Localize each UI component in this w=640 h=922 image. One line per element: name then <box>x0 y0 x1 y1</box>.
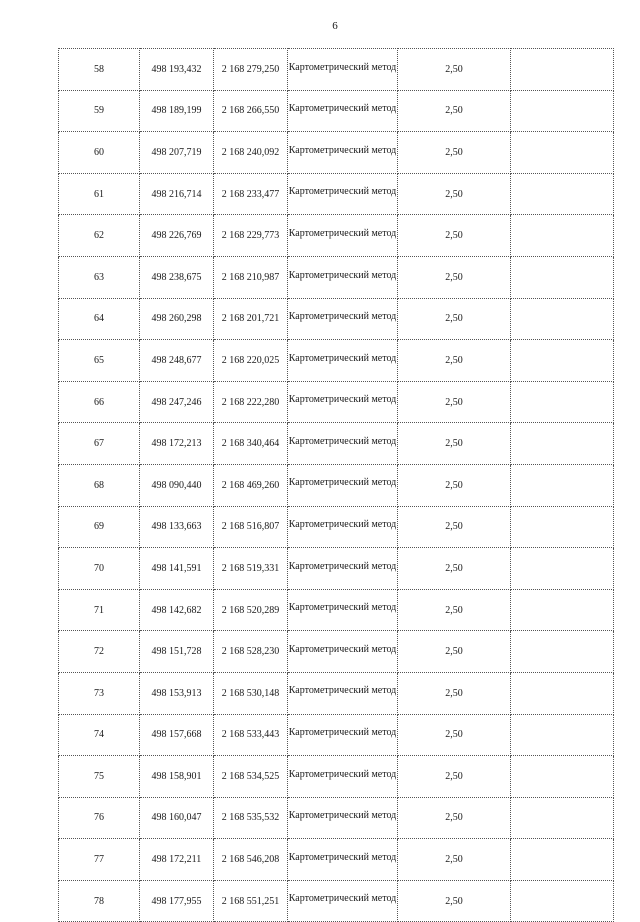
method-cell: Картометрический метод <box>288 215 398 257</box>
method-cell: Картометрический метод <box>288 756 398 798</box>
accuracy-cell: 2,50 <box>398 298 511 340</box>
point-number-cell: 63 <box>59 256 140 298</box>
accuracy-cell: 2,50 <box>398 340 511 382</box>
accuracy-cell: 2,50 <box>398 381 511 423</box>
coordinates-table-body <box>59 49 614 922</box>
y-coordinate-cell: 2 168 266,550 <box>214 90 288 132</box>
table-row <box>59 756 614 798</box>
y-coordinate-cell: 2 168 340,464 <box>214 423 288 465</box>
x-coordinate-cell: 498 141,591 <box>140 548 214 590</box>
table-row <box>59 132 614 174</box>
y-coordinate-cell: 2 168 210,987 <box>214 256 288 298</box>
point-number-cell: 67 <box>59 423 140 465</box>
method-cell: Картометрический метод <box>288 714 398 756</box>
table-row <box>59 215 614 257</box>
x-coordinate-cell: 498 160,047 <box>140 797 214 839</box>
note-cell <box>511 672 614 714</box>
x-coordinate-cell: 498 090,440 <box>140 464 214 506</box>
note-cell <box>511 256 614 298</box>
note-cell <box>511 880 614 922</box>
method-cell: Картометрический метод <box>288 173 398 215</box>
method-cell: Картометрический метод <box>288 49 398 91</box>
point-number-cell: 66 <box>59 381 140 423</box>
point-number-cell: 73 <box>59 672 140 714</box>
table-row <box>59 506 614 548</box>
method-cell: Картометрический метод <box>288 132 398 174</box>
note-cell <box>511 797 614 839</box>
note-cell <box>511 506 614 548</box>
method-cell: Картометрический метод <box>288 797 398 839</box>
y-coordinate-cell: 2 168 279,250 <box>214 49 288 91</box>
y-coordinate-cell: 2 168 229,773 <box>214 215 288 257</box>
table-row <box>59 423 614 465</box>
y-coordinate-cell: 2 168 520,289 <box>214 589 288 631</box>
accuracy-cell: 2,50 <box>398 423 511 465</box>
method-cell: Картометрический метод <box>288 589 398 631</box>
x-coordinate-cell: 498 193,432 <box>140 49 214 91</box>
accuracy-cell: 2,50 <box>398 672 511 714</box>
y-coordinate-cell: 2 168 535,532 <box>214 797 288 839</box>
y-coordinate-cell: 2 168 201,721 <box>214 298 288 340</box>
x-coordinate-cell: 498 238,675 <box>140 256 214 298</box>
note-cell <box>511 132 614 174</box>
y-coordinate-cell: 2 168 551,251 <box>214 880 288 922</box>
point-number-cell: 78 <box>59 880 140 922</box>
point-number-cell: 76 <box>59 797 140 839</box>
method-cell: Картометрический метод <box>288 672 398 714</box>
point-number-cell: 75 <box>59 756 140 798</box>
table-row <box>59 340 614 382</box>
point-number-cell: 71 <box>59 589 140 631</box>
note-cell <box>511 839 614 881</box>
x-coordinate-cell: 498 247,246 <box>140 381 214 423</box>
y-coordinate-cell: 2 168 220,025 <box>214 340 288 382</box>
accuracy-cell: 2,50 <box>398 797 511 839</box>
table-row <box>59 880 614 922</box>
page-number: 6 <box>332 20 338 32</box>
x-coordinate-cell: 498 153,913 <box>140 672 214 714</box>
point-number-cell: 62 <box>59 215 140 257</box>
method-cell: Картометрический метод <box>288 256 398 298</box>
point-number-cell: 69 <box>59 506 140 548</box>
note-cell <box>511 90 614 132</box>
table-row <box>59 548 614 590</box>
note-cell <box>511 298 614 340</box>
point-number-cell: 68 <box>59 464 140 506</box>
y-coordinate-cell: 2 168 546,208 <box>214 839 288 881</box>
y-coordinate-cell: 2 168 233,477 <box>214 173 288 215</box>
accuracy-cell: 2,50 <box>398 256 511 298</box>
accuracy-cell: 2,50 <box>398 132 511 174</box>
x-coordinate-cell: 498 226,769 <box>140 215 214 257</box>
y-coordinate-cell: 2 168 528,230 <box>214 631 288 673</box>
point-number-cell: 58 <box>59 49 140 91</box>
method-cell: Картометрический метод <box>288 298 398 340</box>
y-coordinate-cell: 2 168 240,092 <box>214 132 288 174</box>
y-coordinate-cell: 2 168 519,331 <box>214 548 288 590</box>
x-coordinate-cell: 498 142,682 <box>140 589 214 631</box>
x-coordinate-cell: 498 151,728 <box>140 631 214 673</box>
note-cell <box>511 756 614 798</box>
accuracy-cell: 2,50 <box>398 714 511 756</box>
table-row <box>59 256 614 298</box>
table-row <box>59 298 614 340</box>
note-cell <box>511 464 614 506</box>
table-row <box>59 464 614 506</box>
note-cell <box>511 631 614 673</box>
accuracy-cell: 2,50 <box>398 173 511 215</box>
accuracy-cell: 2,50 <box>398 49 511 91</box>
note-cell <box>511 215 614 257</box>
method-cell: Картометрический метод <box>288 90 398 132</box>
x-coordinate-cell: 498 207,719 <box>140 132 214 174</box>
accuracy-cell: 2,50 <box>398 215 511 257</box>
table-row <box>59 173 614 215</box>
method-cell: Картометрический метод <box>288 548 398 590</box>
table-row <box>59 631 614 673</box>
coordinates-table <box>58 48 614 922</box>
x-coordinate-cell: 498 158,901 <box>140 756 214 798</box>
method-cell: Картометрический метод <box>288 340 398 382</box>
method-cell: Картометрический метод <box>288 423 398 465</box>
accuracy-cell: 2,50 <box>398 756 511 798</box>
x-coordinate-cell: 498 189,199 <box>140 90 214 132</box>
table-row <box>59 90 614 132</box>
x-coordinate-cell: 498 172,211 <box>140 839 214 881</box>
x-coordinate-cell: 498 133,663 <box>140 506 214 548</box>
method-cell: Картометрический метод <box>288 839 398 881</box>
accuracy-cell: 2,50 <box>398 880 511 922</box>
note-cell <box>511 340 614 382</box>
y-coordinate-cell: 2 168 222,280 <box>214 381 288 423</box>
table-row <box>59 381 614 423</box>
accuracy-cell: 2,50 <box>398 548 511 590</box>
method-cell: Картометрический метод <box>288 506 398 548</box>
table-row <box>59 672 614 714</box>
note-cell <box>511 423 614 465</box>
table-row <box>59 839 614 881</box>
x-coordinate-cell: 498 260,298 <box>140 298 214 340</box>
accuracy-cell: 2,50 <box>398 506 511 548</box>
point-number-cell: 77 <box>59 839 140 881</box>
method-cell: Картометрический метод <box>288 381 398 423</box>
point-number-cell: 60 <box>59 132 140 174</box>
accuracy-cell: 2,50 <box>398 464 511 506</box>
note-cell <box>511 548 614 590</box>
note-cell <box>511 589 614 631</box>
x-coordinate-cell: 498 177,955 <box>140 880 214 922</box>
accuracy-cell: 2,50 <box>398 589 511 631</box>
table-row <box>59 589 614 631</box>
y-coordinate-cell: 2 168 469,260 <box>214 464 288 506</box>
point-number-cell: 64 <box>59 298 140 340</box>
x-coordinate-cell: 498 157,668 <box>140 714 214 756</box>
x-coordinate-cell: 498 172,213 <box>140 423 214 465</box>
point-number-cell: 65 <box>59 340 140 382</box>
x-coordinate-cell: 498 248,677 <box>140 340 214 382</box>
point-number-cell: 70 <box>59 548 140 590</box>
table-row <box>59 797 614 839</box>
y-coordinate-cell: 2 168 516,807 <box>214 506 288 548</box>
note-cell <box>511 49 614 91</box>
method-cell: Картометрический метод <box>288 464 398 506</box>
point-number-cell: 59 <box>59 90 140 132</box>
accuracy-cell: 2,50 <box>398 90 511 132</box>
method-cell: Картометрический метод <box>288 631 398 673</box>
table-row <box>59 49 614 91</box>
y-coordinate-cell: 2 168 534,525 <box>214 756 288 798</box>
point-number-cell: 72 <box>59 631 140 673</box>
x-coordinate-cell: 498 216,714 <box>140 173 214 215</box>
y-coordinate-cell: 2 168 533,443 <box>214 714 288 756</box>
accuracy-cell: 2,50 <box>398 839 511 881</box>
note-cell <box>511 714 614 756</box>
table-row <box>59 714 614 756</box>
note-cell <box>511 173 614 215</box>
note-cell <box>511 381 614 423</box>
accuracy-cell: 2,50 <box>398 631 511 673</box>
point-number-cell: 61 <box>59 173 140 215</box>
point-number-cell: 74 <box>59 714 140 756</box>
y-coordinate-cell: 2 168 530,148 <box>214 672 288 714</box>
method-cell: Картометрический метод <box>288 880 398 922</box>
